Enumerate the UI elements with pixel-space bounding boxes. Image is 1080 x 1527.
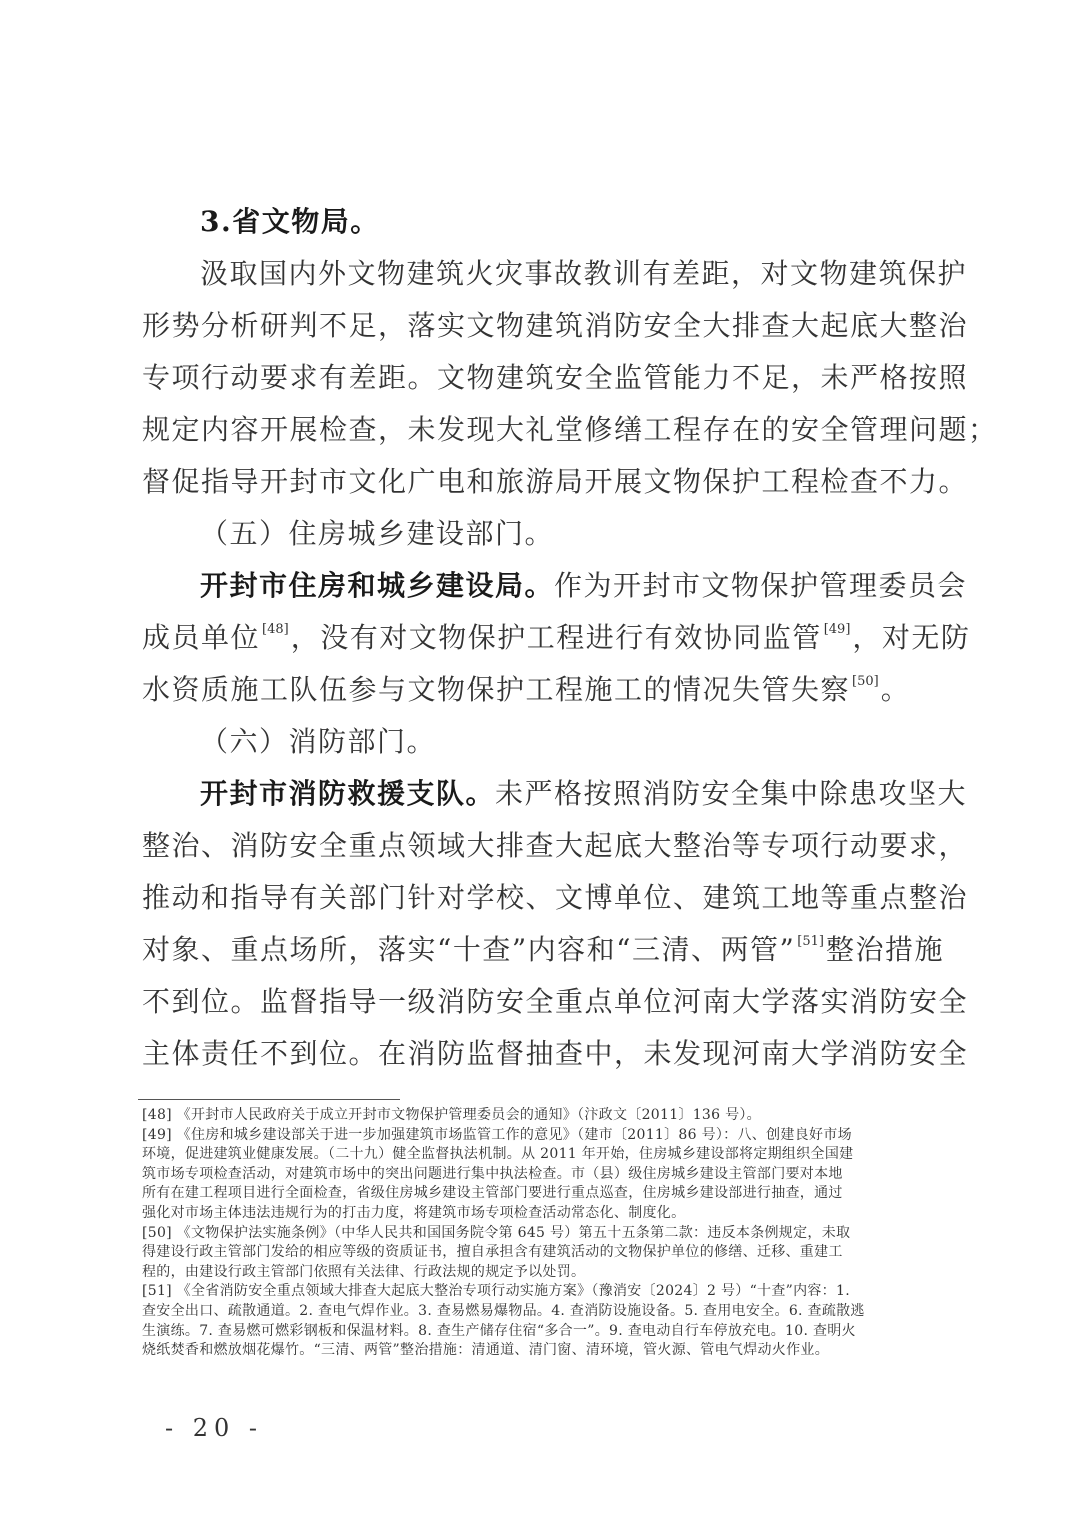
body-line <box>142 924 942 976</box>
footnote-line: [51] 《全省消防安全重点领域大排查大起底大整治专项行动实施方案》（豫消安〔2024〕2 号）“十查”内容：1. <box>142 1283 850 1300</box>
text-run: 专项行动要求有差距。文物建筑安全监管能力不足，未严格按照 <box>142 361 969 394</box>
body-line <box>142 664 942 716</box>
text-run: 作为开封市文物保护管理委员会 <box>554 569 968 602</box>
text-run: 主体责任不到位。在消防监督抽查中，未发现河南大学消防安全 <box>142 1037 969 1070</box>
text-run: 水资质施工队伍参与文物保护工程施工的情况失管失察 <box>142 673 851 706</box>
footnote-line: 筑市场专项检查活动，对建筑市场中的突出问题进行集中执法检查。市（县）级住房城乡建设主管部门要对本地 <box>142 1165 843 1182</box>
footnote-line: [50] 《文物保护法实施条例》（中华人民共和国国务院令第 645 号）第五十五条第二款：违反本条例规定，未取 <box>142 1224 851 1241</box>
footnote-line: 得建设行政主管部门发给的相应等级的资质证书，擅自承担含有建筑活动的文物保护单位的修缮、迁移、重建工 <box>142 1244 843 1261</box>
footnote-reference[interactable]: [50] <box>852 674 879 689</box>
text-run: 推动和指导有关部门针对学校、文博单位、建筑工地等重点整治 <box>142 881 969 914</box>
text-run: 形势分析研判不足，落实文物建筑消防安全大排查大起底大整治 <box>142 309 969 342</box>
footnote-line: 程的，由建设行政主管部门依照有关法律、行政法规的规定予以处罚。 <box>142 1263 586 1280</box>
text-run: （五）住房城乡建设部门。 <box>200 517 555 550</box>
bold-lead-text: 3.省文物局。 <box>200 205 380 238</box>
text-run: 督促指导开封市文化广电和旅游局开展文物保护工程检查不力。 <box>142 465 969 498</box>
text-run: 不到位。监督指导一级消防安全重点单位河南大学落实消防安全 <box>142 985 969 1018</box>
footnote-line: 烧纸焚香和燃放烟花爆竹。“三清、两管”整治措施：清通道、清门窗、清环境，管火源、管电气焊动火作业。 <box>142 1342 830 1359</box>
body-line <box>142 456 969 508</box>
text-run: 规定内容开展检查，未发现大礼堂修缮工程存在的安全管理问题； <box>142 413 998 446</box>
body-text <box>142 196 998 1080</box>
footnote-line: 环境，促进建筑业健康发展。（二十九）健全监督执法机制。从 2011 年开始，住房城乡建设部将定期组织全国建 <box>142 1146 854 1163</box>
bold-lead-text: 开封市住房和城乡建设局。 <box>200 569 555 602</box>
footnote-line: 生演练。7. 查易燃可燃彩钢板和保温材料。8. 查生产储存住宿“多合一”。9. 查电动自行车停放充电。10. 查明火 <box>142 1322 856 1339</box>
footnote-line: [49] 《住房和城乡建设部关于进一步加强建筑市场监管工作的意见》（建市〔2011〕86 号）：八、创建良好市场 <box>142 1126 852 1143</box>
text-run: 整治措施 <box>825 933 944 966</box>
footnote-line: [48] 《开封市人民政府关于成立开封市文物保护管理委员会的通知》（汴政文〔2011〕136 号）。 <box>142 1107 761 1123</box>
text-run: ，对无防 <box>852 621 971 654</box>
footnote-separator <box>138 1099 400 1100</box>
text-run: 整治、消防安全重点领域大排查大起底大整治等专项行动要求， <box>142 829 969 862</box>
footnote-reference[interactable]: [51] <box>797 934 824 949</box>
section-heading <box>142 196 942 248</box>
footnotes <box>142 1106 942 1361</box>
bold-lead-text: 开封市消防救援支队。 <box>200 777 496 810</box>
body-line <box>142 560 968 612</box>
page-number: - 20 - <box>165 1414 264 1442</box>
body-line <box>142 768 968 820</box>
text-run: ，没有对文物保护工程进行有效协同监管 <box>290 621 822 654</box>
footnote-reference[interactable]: [48] <box>262 622 289 637</box>
footnote-line: 查安全出口、疏散通道。2. 查电气焊作业。3. 查易燃易爆物品。4. 查消防设施设备。5. 查用电安全。6. 查疏散逃 <box>142 1302 865 1319</box>
footnote-line: 强化对市场主体违法违规行为的打击力度，将建筑市场专项检查活动常态化、制度化。 <box>142 1204 686 1221</box>
body-line <box>142 248 968 300</box>
text-run: 。 <box>880 673 911 706</box>
body-line <box>142 352 969 404</box>
text-run: 汲取国内外文物建筑火灾事故教训有差距，对文物建筑保护 <box>200 257 968 290</box>
body-line <box>142 404 998 456</box>
footnote-reference[interactable]: [49] <box>823 622 851 637</box>
text-run: （六）消防部门。 <box>200 725 437 758</box>
footnote-line: 所有在建工程项目进行全面检查，省级住房城乡建设主管部门要进行重点巡查，住房城乡建设部进行抽查，通过 <box>142 1185 843 1202</box>
body-line <box>142 612 971 664</box>
body-line <box>142 300 969 352</box>
body-line <box>142 976 969 1028</box>
body-line <box>142 716 942 768</box>
text-run: 对象、重点场所，落实“十查”内容和“三清、两管” <box>142 933 796 966</box>
text-run: 成员单位 <box>142 621 261 654</box>
body-line <box>142 820 969 872</box>
text-run: 未严格按照消防安全集中除患攻坚大 <box>495 777 968 810</box>
body-line <box>142 872 969 924</box>
body-line <box>142 508 942 560</box>
body-line <box>142 1028 969 1080</box>
